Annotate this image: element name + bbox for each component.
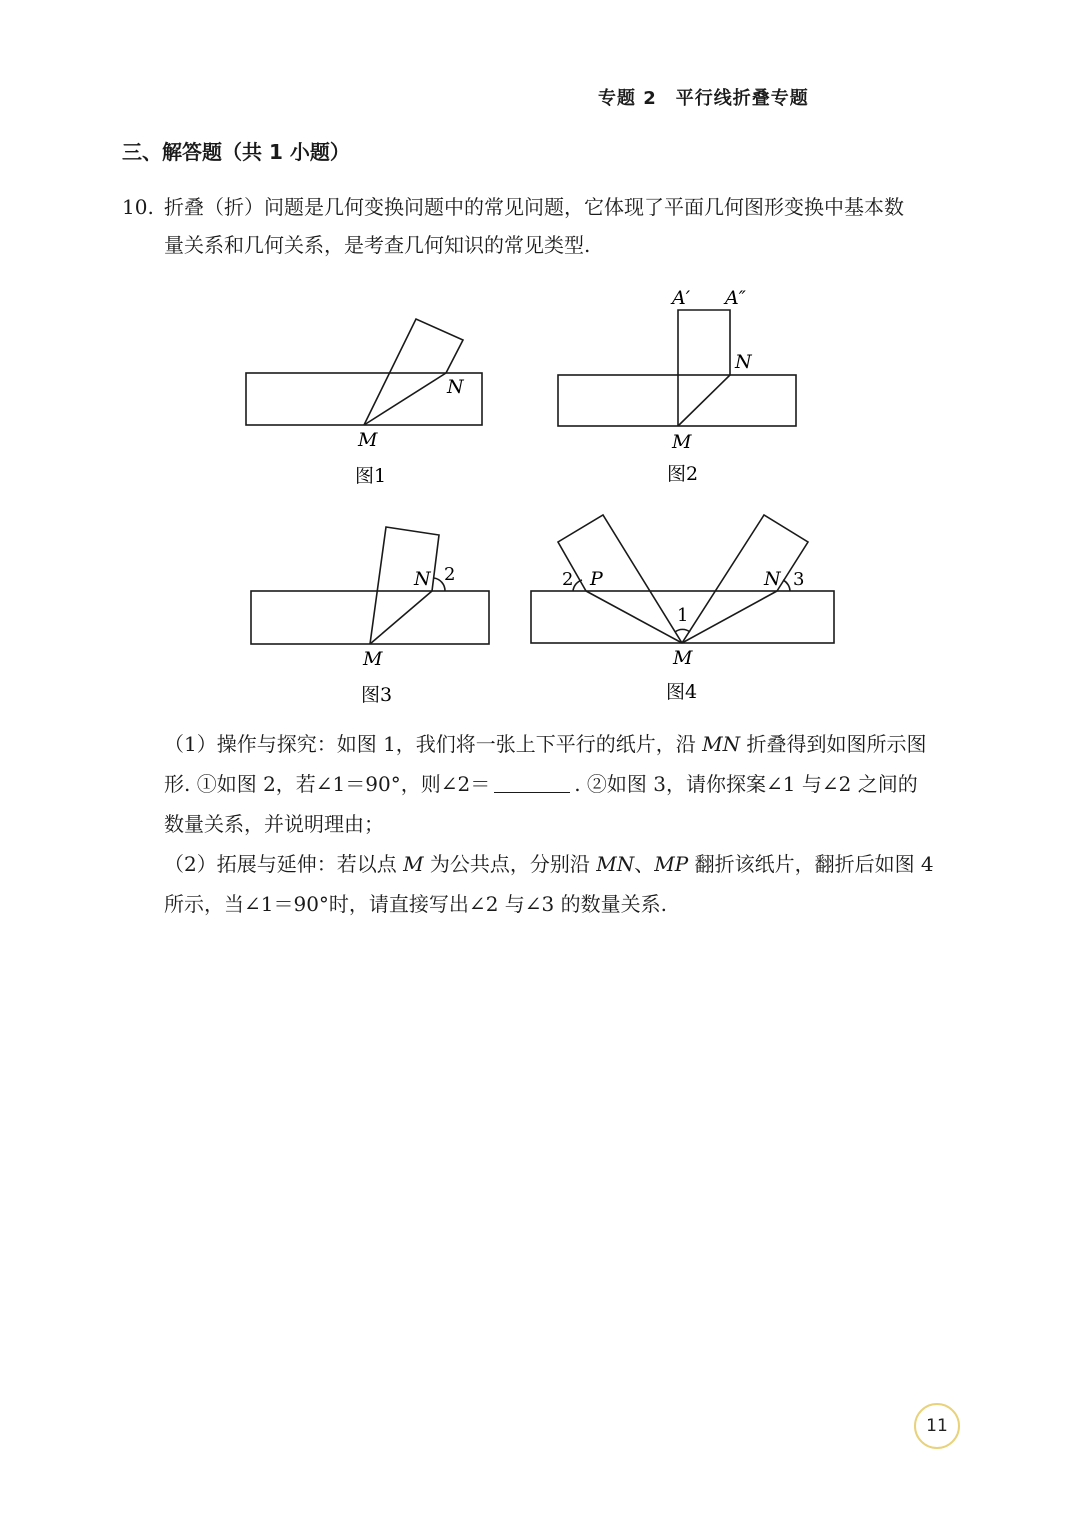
fig2-label-m: M bbox=[672, 431, 692, 453]
fig2-caption: 图2 bbox=[667, 463, 699, 485]
part2-mn: MN bbox=[596, 852, 635, 876]
fig2-folded-flap bbox=[678, 310, 730, 426]
fig2-label-a-prime: A′ bbox=[672, 287, 691, 309]
fig4-label-n: N bbox=[764, 568, 781, 590]
fig2-strip bbox=[558, 375, 796, 426]
fig3-strip bbox=[251, 591, 489, 644]
part1-text-b: 折叠得到如图所示图 bbox=[740, 732, 927, 756]
fig2-label-n: N bbox=[735, 351, 752, 373]
part1-text-d: . ②如图 3，请你探案∠1 与∠2 之间的 bbox=[574, 772, 918, 796]
part2-text-a: （2）拓展与延伸：若以点 bbox=[164, 852, 404, 876]
fig4-label-m: M bbox=[673, 647, 693, 669]
fig1-caption: 图1 bbox=[355, 465, 387, 487]
section-title: 三、解答题（共 1 小题） bbox=[122, 140, 350, 164]
part2-line2 bbox=[164, 884, 964, 924]
fig1-folded-flap bbox=[364, 319, 463, 425]
fig3-label-m: M bbox=[363, 648, 383, 670]
question-stem-line2: 量关系和几何关系，是考查几何知识的常见类型. bbox=[164, 233, 591, 257]
fig4-right-fold-line bbox=[682, 591, 777, 643]
part2-text-b: 为公共点，分别沿 bbox=[423, 852, 597, 876]
page-number-badge bbox=[914, 1403, 960, 1449]
part2-line1 bbox=[164, 844, 964, 884]
fig2-label-a-double-prime: A″ bbox=[725, 287, 746, 309]
fig3-caption: 图3 bbox=[361, 684, 393, 706]
answer-blank[interactable] bbox=[494, 768, 570, 793]
page-number: 11 bbox=[926, 1416, 948, 1436]
part1-line2 bbox=[164, 764, 964, 804]
question-stem-line1: 折叠（折）问题是几何变换问题中的常见问题，它体现了平面几何图形变换中基本数 bbox=[164, 195, 904, 219]
fig3-label-n: N bbox=[414, 568, 431, 590]
part2-text-d: 翻折该纸片，翻折后如图 4 bbox=[688, 852, 934, 876]
page-header: 专题 2 平行线折叠专题 bbox=[598, 88, 809, 109]
part1-line1 bbox=[164, 724, 964, 764]
fig3-label-angle2: 2 bbox=[444, 564, 456, 585]
fig3-fold-line bbox=[370, 591, 432, 644]
question-parts bbox=[164, 724, 964, 924]
fig4-label-p: P bbox=[590, 568, 603, 590]
fig4-right-flap bbox=[682, 515, 808, 643]
question-number: 10. bbox=[122, 195, 154, 219]
figure-2 bbox=[558, 310, 796, 426]
part1-mn: MN bbox=[702, 732, 741, 756]
fig4-caption: 图4 bbox=[666, 681, 698, 703]
fig1-label-m: M bbox=[358, 429, 378, 451]
part2-text-c: 、 bbox=[634, 852, 655, 876]
part2-mp: MP bbox=[654, 852, 689, 876]
fig2-fold-line bbox=[678, 375, 730, 426]
part1-text-a: （1）操作与探究：如图 1，我们将一张上下平行的纸片，沿 bbox=[164, 732, 703, 756]
fig4-angle1-arc bbox=[675, 629, 690, 632]
fig4-left-flap bbox=[558, 515, 682, 643]
part2-m: M bbox=[403, 852, 424, 876]
fig4-label-angle3: 3 bbox=[793, 569, 805, 590]
figure-1 bbox=[246, 319, 482, 425]
part1-line3 bbox=[164, 804, 964, 844]
fig4-angle3-arc bbox=[783, 580, 790, 591]
fig4-label-angle2: 2 bbox=[562, 569, 574, 590]
part2-text-e: 所示，当∠1＝90°时，请直接写出∠2 与∠3 的数量关系. bbox=[164, 892, 667, 916]
figure-3 bbox=[251, 527, 489, 644]
fig1-label-n: N bbox=[447, 376, 464, 398]
part1-text-c: 形. ①如图 2，若∠1＝90°，则∠2＝ bbox=[164, 772, 491, 796]
part1-text-e: 数量关系，并说明理由； bbox=[164, 812, 384, 836]
fig4-left-fold-line bbox=[586, 591, 682, 643]
fig4-label-angle1: 1 bbox=[677, 605, 689, 626]
